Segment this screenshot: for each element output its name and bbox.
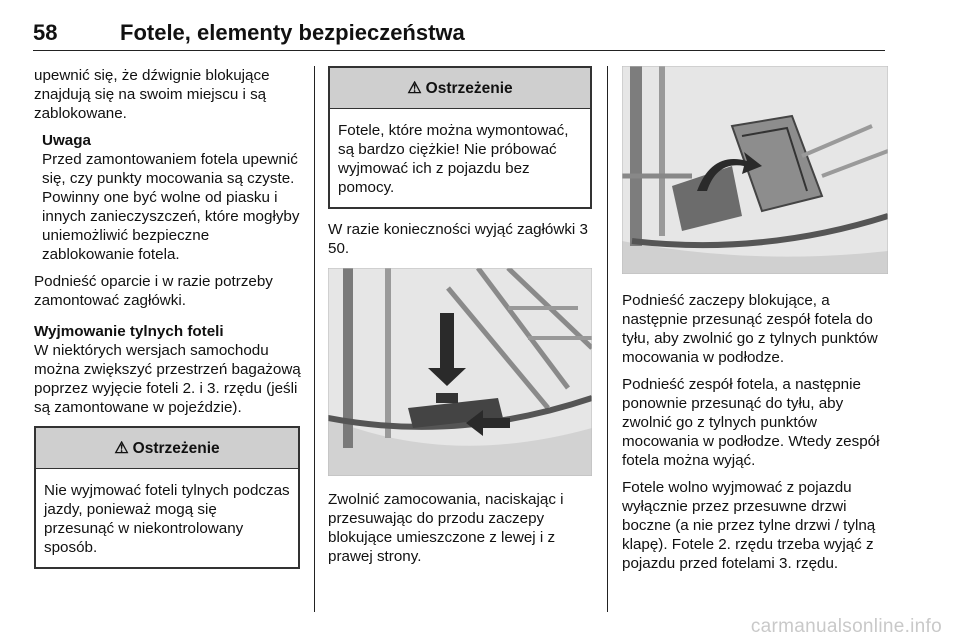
warning-triangle-icon: ⚠	[114, 439, 129, 457]
paragraph-lift-latches: Podnieść zaczepy blokujące, a następnie przesunąć zespół fotela do tyłu, aby zwolnić go z tylnych punktów mocowania w podłodze.	[622, 292, 878, 366]
page-number: 58	[33, 20, 58, 45]
warning-title: Ostrzeżenie	[425, 79, 513, 97]
page-title: Fotele, elementy bezpieczeństwa	[120, 20, 465, 45]
illustration-lift-latch	[622, 66, 888, 274]
paragraph-sliding-door: Fotele wolno wyjmować z pojazdu wyłącznie przez przesuwne drzwi boczne (a nie przez tylne drzwi / tylną klapę). Fotele 2. rzędu trzeba wyjąć z pojazdu przed fotelami 3. rzędu.	[622, 479, 876, 572]
warning-header	[330, 68, 590, 109]
paragraph-headrest-ref	[328, 220, 592, 258]
column-left	[34, 66, 302, 569]
note-box	[42, 131, 302, 264]
warning-text: Fotele, które można wymontować, są bardzo ciężkie! Nie próbować wyjmować ich z pojazdu bez pomocy.	[338, 122, 569, 196]
warning-box	[34, 426, 300, 569]
section-subheading: Wyjmowanie tylnych foteli	[34, 323, 224, 340]
intro-paragraph: upewnić się, że dźwignie blokujące znajdują się na swoim miejscu i są zablokowane.	[34, 67, 270, 122]
column-divider	[314, 66, 315, 612]
warning-title: Ostrzeżenie	[132, 439, 220, 457]
warning-triangle-icon: ⚠	[407, 79, 422, 97]
column-right	[622, 66, 888, 573]
page-reference-link[interactable]: 3 50.	[328, 221, 588, 257]
paragraph-lift-seat: Podnieść zespół fotela, a następnie ponownie przesunąć do tyłu, aby zwolnić go z tylnych punktów mocowania w podłodze. Wtedy zespół fotela można wyjąć.	[622, 376, 880, 469]
paragraph-headrests: Podnieść oparcie i w razie potrzeby zamontować zagłówki.	[34, 273, 273, 309]
watermark: carmanualsonline.info	[750, 616, 942, 637]
paragraph-remove-seats: W niektórych wersjach samochodu można zwiększyć przestrzeń bagażową poprzez wyjęcie foteli 2. i 3. rzędu (jeśli są zamontowane w pojeździe).	[34, 342, 301, 416]
illustration-release-latch	[328, 268, 592, 476]
column-middle	[328, 66, 592, 566]
paragraph-release: Zwolnić zamocowania, naciskając i przesuwając do przodu zaczepy blokujące umieszczone z lewej i z prawej strony.	[328, 491, 564, 565]
headrest-text: W razie konieczności wyjąć zagłówki	[328, 221, 576, 238]
note-title: Uwaga	[42, 132, 91, 149]
warning-box	[328, 66, 592, 209]
note-text: Przed zamontowaniem fotela upewnić się, czy punkty mocowania są czyste. Powinny one być wolne od piasku i innych zanieczyszczeń, które mogłyby uniemożliwić bezpieczne zablokowanie fotela.	[42, 151, 300, 263]
warning-header	[36, 428, 298, 469]
warning-text: Nie wyjmować foteli tylnych podczas jazdy, ponieważ mogą się przesunąć w niekontrolowany sposób.	[44, 482, 290, 556]
page-header	[33, 14, 885, 51]
column-divider	[607, 66, 608, 612]
